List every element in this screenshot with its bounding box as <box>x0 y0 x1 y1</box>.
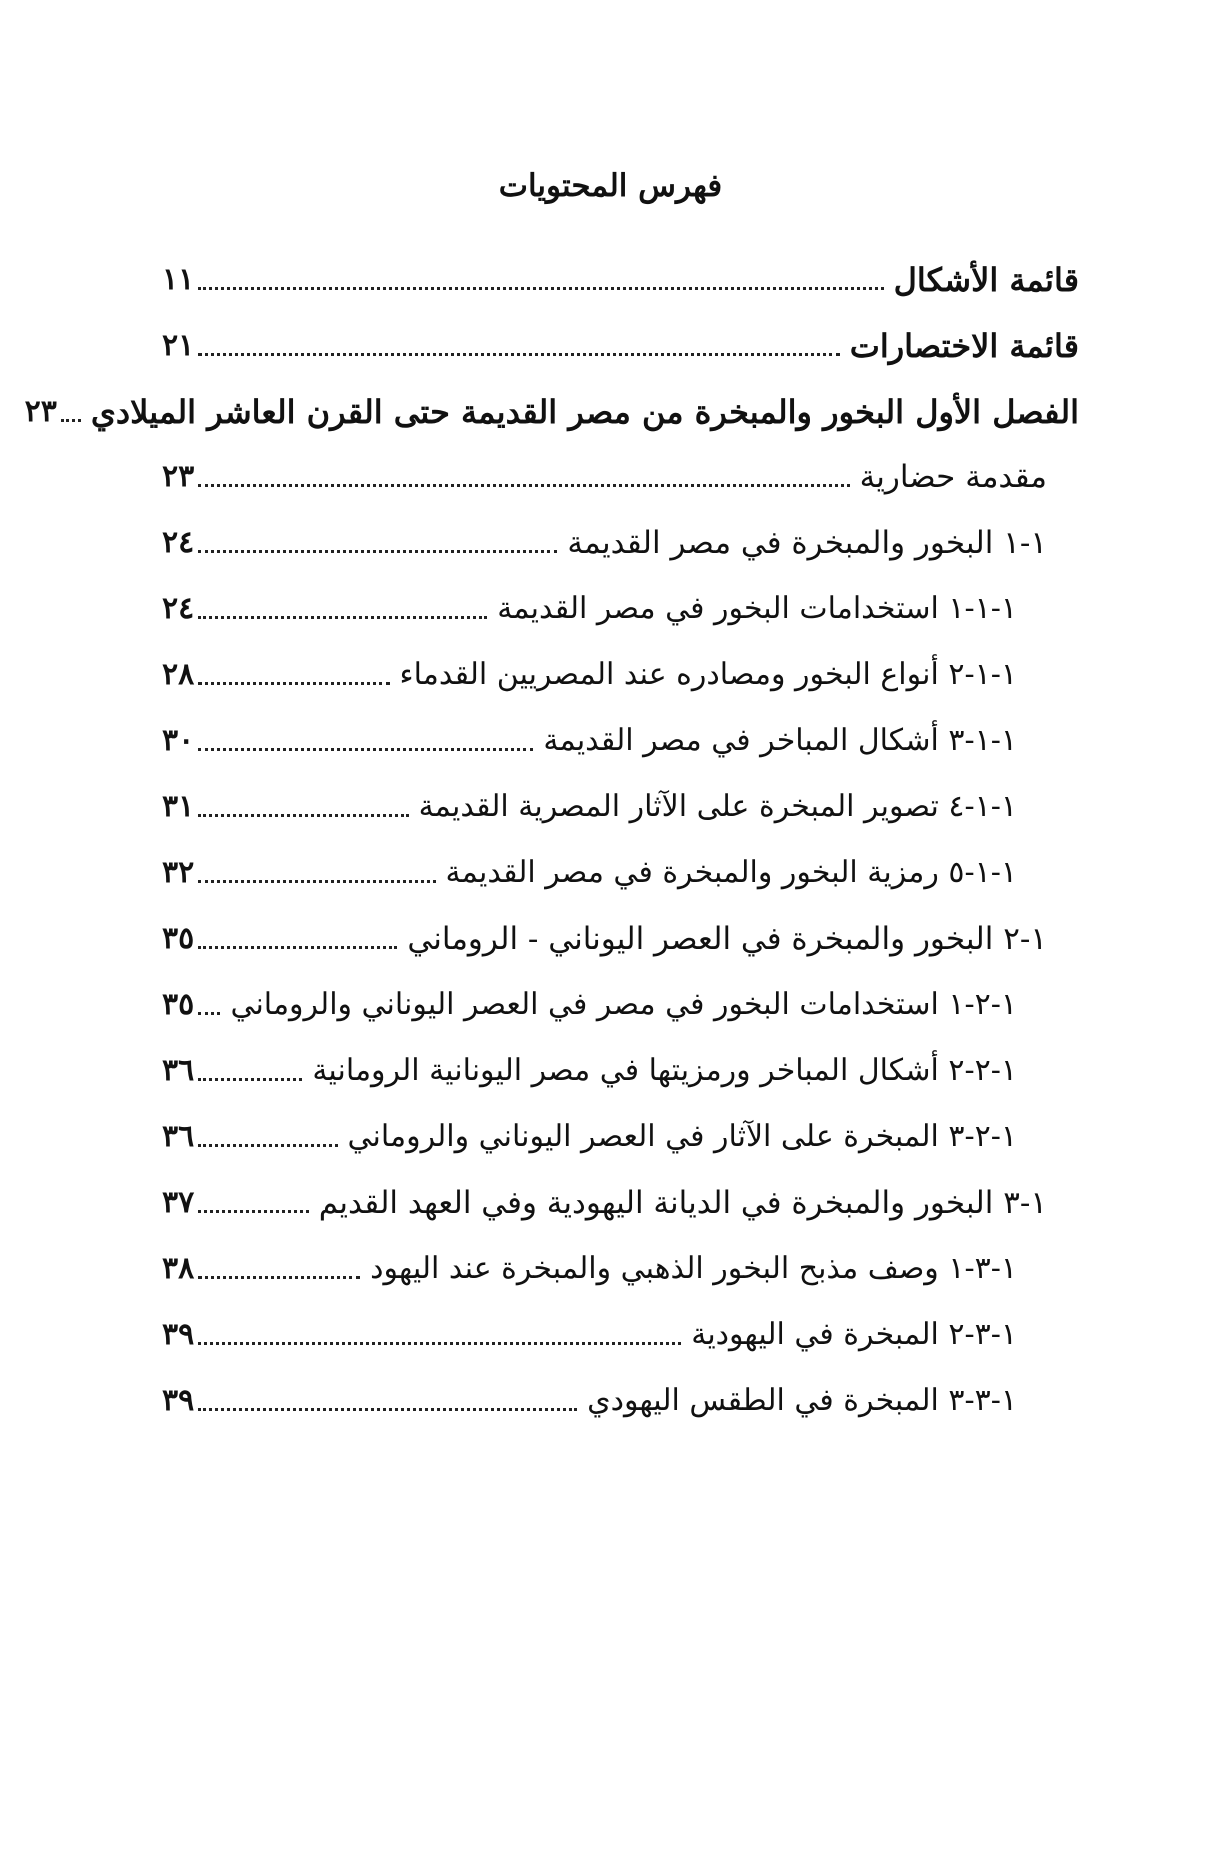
toc-page-number: ٣٩ <box>162 1317 195 1352</box>
toc-leader-dots <box>198 880 435 883</box>
toc-entry[interactable] <box>162 1307 1017 1357</box>
toc-entry[interactable] <box>162 1373 1017 1423</box>
toc-entry-title: ١-٣-١ وصف مذبح البخور الذهبي والمبخرة عند اليهود <box>370 1251 1017 1286</box>
toc-entry-title: ١-٢-١ استخدامات البخور في مصر في العصر اليوناني والروماني <box>230 987 1017 1022</box>
toc-entry[interactable] <box>162 1043 1017 1093</box>
toc-entry-title: ١-٣ البخور والمبخرة في الديانة اليهودية وفي العهد القديم <box>318 1185 1047 1221</box>
toc-entry-title: قائمة الاختصارات <box>849 327 1079 365</box>
toc-page-number: ٣٦ <box>162 1053 195 1088</box>
toc-page-number: ٢٣ <box>162 459 195 494</box>
toc-page-number: ٣٦ <box>162 1119 195 1154</box>
toc-entry-title: قائمة الأشكال <box>893 261 1079 299</box>
toc-page-number: ٣٢ <box>162 855 195 890</box>
toc-leader-dots <box>198 1144 337 1147</box>
toc-entry[interactable] <box>162 449 1047 499</box>
toc-entry[interactable] <box>162 252 1079 302</box>
toc-entry-title: ١-١ البخور والمبخرة في مصر القديمة <box>567 525 1047 561</box>
toc-page-number: ٣٥ <box>162 921 195 956</box>
toc-leader-dots <box>198 946 397 949</box>
toc-entry[interactable] <box>24 384 1079 434</box>
toc-page-number: ٢١ <box>162 328 195 363</box>
toc-leader-dots <box>198 814 408 817</box>
toc-entry[interactable] <box>162 515 1047 565</box>
toc-leader-dots <box>198 1012 220 1015</box>
toc-leader-dots <box>198 1078 302 1081</box>
toc-entry[interactable] <box>162 845 1017 895</box>
toc-leader-dots <box>198 287 883 290</box>
toc-leader-dots <box>198 1342 681 1345</box>
toc-leader-dots <box>61 419 81 422</box>
toc-page-number: ٣٧ <box>162 1185 195 1220</box>
toc-leader-dots <box>198 1276 360 1279</box>
toc-page-number: ٢٤ <box>162 525 195 560</box>
toc-entry[interactable] <box>162 977 1017 1027</box>
toc-entry[interactable] <box>162 318 1079 368</box>
toc-entry-title: ١-١-٣ أشكال المباخر في مصر القديمة <box>543 723 1017 758</box>
page-title: فهرس المحتويات <box>498 168 723 204</box>
toc-leader-dots <box>198 1210 309 1213</box>
toc-page-number: ٣٥ <box>162 987 195 1022</box>
toc-entry-title: ١-٢ البخور والمبخرة في العصر اليوناني - الروماني <box>407 921 1047 957</box>
toc-page-number: ٣١ <box>162 789 195 824</box>
toc-entry-title: الفصل الأول البخور والمبخرة من مصر القديمة حتى القرن العاشر الميلادي <box>90 393 1079 431</box>
toc-entry-title: ١-٣-٣ المبخرة في الطقس اليهودي <box>587 1383 1017 1418</box>
toc-page-number: ٢٨ <box>162 657 195 692</box>
toc-leader-dots <box>198 682 389 685</box>
toc-entry[interactable] <box>162 779 1017 829</box>
toc-page-number: ٢٤ <box>162 591 195 626</box>
toc-entry-title: ١-١-٥ رمزية البخور والمبخرة في مصر القديمة <box>445 855 1017 890</box>
toc-entry-title: مقدمة حضارية <box>859 459 1047 495</box>
toc-page-number: ٣٨ <box>162 1251 195 1286</box>
toc-leader-dots <box>198 1408 577 1411</box>
toc-entry[interactable] <box>162 1241 1017 1291</box>
toc-leader-dots <box>198 616 487 619</box>
toc-entry[interactable] <box>162 581 1017 631</box>
toc-entry[interactable] <box>162 1109 1017 1159</box>
toc-entry-title: ١-١-٤ تصوير المبخرة على الآثار المصرية القديمة <box>418 789 1017 824</box>
toc-entry[interactable] <box>162 1175 1047 1225</box>
toc-leader-dots <box>198 550 557 553</box>
toc-page-number: ١١ <box>162 262 195 297</box>
toc-entry[interactable] <box>162 647 1017 697</box>
toc-entry-title: ١-٣-٢ المبخرة في اليهودية <box>691 1317 1017 1352</box>
toc-page-number: ٢٣ <box>24 394 57 429</box>
toc-entry-title: ١-٢-٢ أشكال المباخر ورمزيتها في مصر اليونانية الرومانية <box>312 1053 1017 1088</box>
toc-page-number: ٣٠ <box>162 723 195 758</box>
toc-entry-title: ١-٢-٣ المبخرة على الآثار في العصر اليوناني والروماني <box>347 1119 1017 1154</box>
toc-leader-dots <box>198 353 839 356</box>
toc-entry-title: ١-١-١ استخدامات البخور في مصر القديمة <box>497 591 1017 626</box>
toc-leader-dots <box>198 484 849 487</box>
toc-entry[interactable] <box>162 713 1017 763</box>
toc-leader-dots <box>198 748 533 751</box>
toc-entry-title: ١-١-٢ أنواع البخور ومصادره عند المصريين القدماء <box>399 657 1017 692</box>
toc-page-number: ٣٩ <box>162 1383 195 1418</box>
toc-entry[interactable] <box>162 911 1047 961</box>
